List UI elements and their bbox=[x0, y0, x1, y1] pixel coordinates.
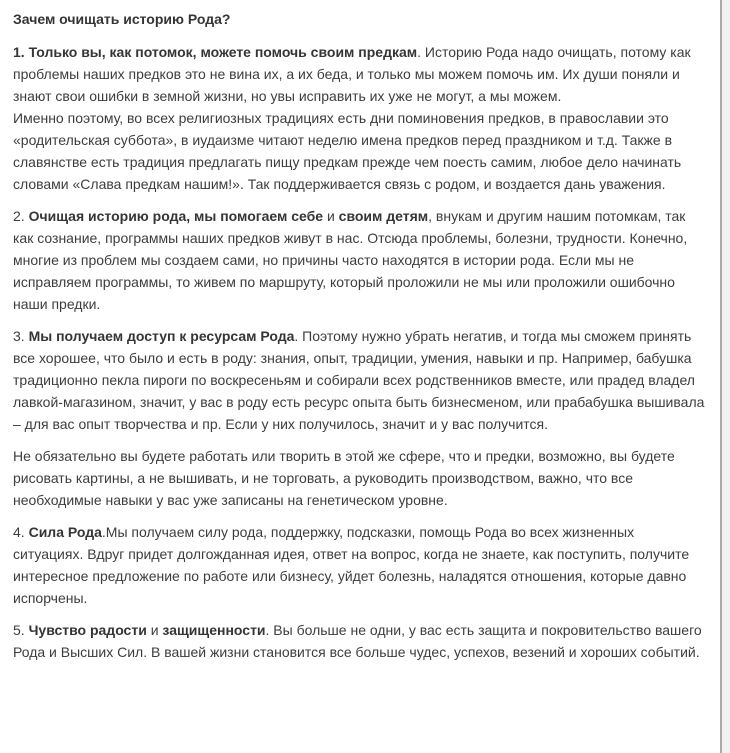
paragraph-text: . Историю Рода надо очищать, потому как проблемы наших предков это не вина их, а их беда, и только мы можем помочь им. Их души поняли и знают свои ошибки в земной жизни, но увы исправить их уже не могут, а мы можем. bbox=[13, 44, 691, 104]
article-body bbox=[13, 41, 707, 663]
page-right-border bbox=[720, 0, 730, 753]
paragraph-bold-text: защищенности bbox=[162, 622, 266, 638]
paragraph-text: Не обязательно вы будете работать или творить в этой же сфере, что и предки, возможно, вы будете рисовать картины, а не вышивать, и не торговать, а руководить производством, важно, что все необходимые навыки у вас уже записаны на генетическом уровне. bbox=[13, 448, 675, 508]
paragraph bbox=[13, 325, 707, 435]
paragraph bbox=[13, 41, 707, 195]
paragraph-text: . Вы больше не одни, у вас есть защита и покровительство вашего Рода и Высших Сил. В вашей жизни становится все больше чудес, успехов, везений и хороших событий. bbox=[13, 622, 702, 660]
paragraph-text: 2. bbox=[13, 208, 29, 224]
paragraph-text: . Поэтому нужно убрать негатив, и тогда мы сможем принять все хорошее, что было и есть в роду: знания, опыт, традиции, умения, навыки и пр. Например, бабушка традиционно пекла пироги по воскресеньям и собирали всех родственников вместе, или прадед владел лавкой-магазином, значит, у вас в роду есть ресурс опыта быть бизнесменом, или прабабушка вышивала – для вас опыт творчества и пр. Если у них получилось, значит и у вас получится. bbox=[13, 328, 705, 432]
paragraph-text: 4. bbox=[13, 524, 29, 540]
paragraph bbox=[13, 619, 707, 663]
paragraph bbox=[13, 445, 707, 511]
paragraph-text: Именно поэтому, во всех религиозных традициях есть дни поминовения предков, в православии это «родительская суббота», в иудаизме читают неделю имена предков перед праздником и т.д. Также в славянстве есть традиция предлагать пищу предкам прежде чем поесть самим, любое дело начинать словами «Слава предкам нашим!». Так поддерживается связь с родом, и воздается дань уважения. bbox=[13, 110, 682, 192]
paragraph-bold-text: 1. Только вы, как потомок, можете помочь своим предкам bbox=[13, 44, 418, 60]
paragraph bbox=[13, 521, 707, 609]
paragraph-text: и bbox=[323, 208, 339, 224]
paragraph-bold-text: Чувство радости bbox=[28, 622, 147, 638]
paragraph-text: 3. bbox=[13, 328, 29, 344]
paragraph-text: и bbox=[146, 622, 163, 638]
paragraph-bold-text: своим детям bbox=[338, 208, 429, 224]
paragraph-text: 5. bbox=[13, 622, 29, 638]
paragraph-text: , внукам и другим нашим потомкам, так как сознание, программы наших предков живут в нас. Отсюда проблемы, болезни, трудности. Конечно, многие из проблем мы создаем сами, но причины часто находятся в истории рода. Если мы не исправляем программы, то живем по маршруту, который проложили не мы или проложили ошибочно наши предки. bbox=[13, 208, 688, 312]
paragraph-bold-text: Сила Рода bbox=[28, 524, 102, 540]
paragraph bbox=[13, 205, 707, 315]
paragraph-text: .Мы получаем силу рода, поддержку, подсказки, помощь Рода во всех жизненных ситуациях. Вдруг придет долгожданная идея, ответ на вопрос, когда не знаете, как поступить, получите интересное предложение по работе или бизнесу, уйдет болезнь, наладятся отношения, которые давно испорчены. bbox=[13, 524, 690, 606]
paragraph-bold-text: Очищая историю рода, мы помогаем себе bbox=[28, 208, 324, 224]
paragraph-bold-text: Мы получаем доступ к ресурсам Рода bbox=[28, 328, 295, 344]
page-title: Зачем очищать историю Рода? bbox=[13, 11, 231, 27]
